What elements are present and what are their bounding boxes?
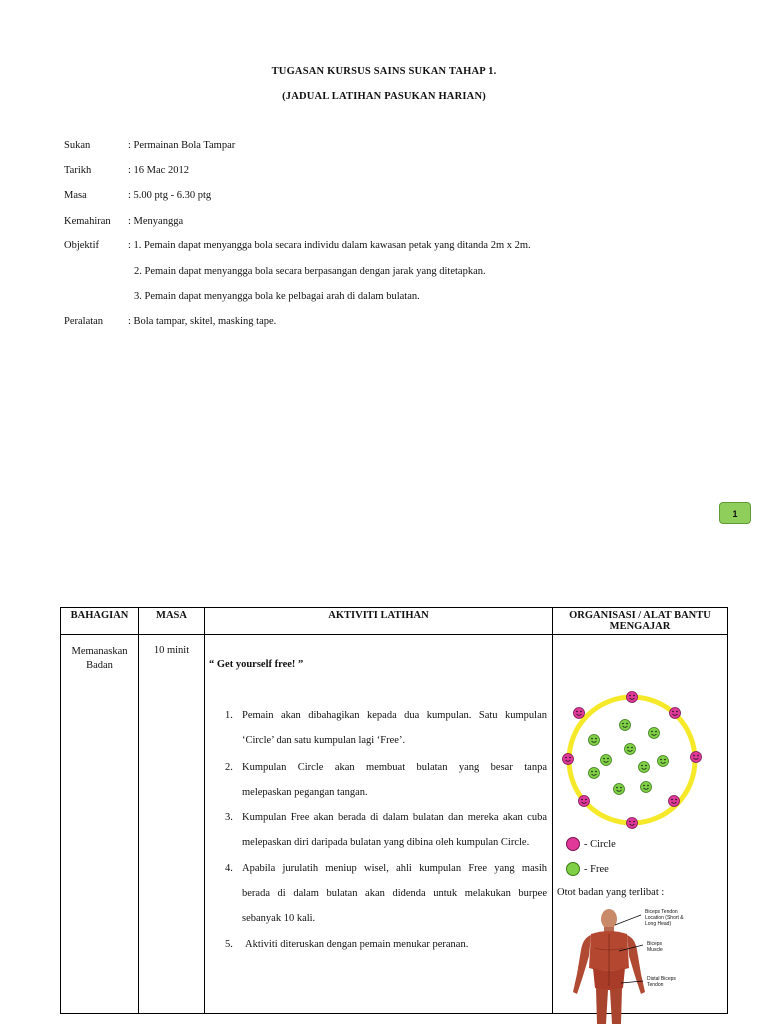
free-player-icon	[620, 720, 631, 731]
circle-formation-diagram	[558, 687, 708, 837]
step-line: Apabila jurulatih meniup wisel, ahli kumpulan Free yang masih	[242, 863, 547, 874]
peralatan-value: : Bola tampar, skitel, masking tape.	[128, 316, 277, 327]
page-subtitle: (JADUAL LATIHAN PASUKAN HARIAN)	[282, 91, 486, 102]
step-line: ‘Circle’ dan satu kumpulan lagi ‘Free’.	[242, 735, 406, 746]
kemahiran-label: Kemahiran	[64, 216, 111, 227]
header-aktiviti: AKTIVITI LATIHAN	[205, 608, 553, 635]
step-line: melepaskan diri daripada bulatan yang dibina oleh kumpulan Circle.	[242, 837, 530, 848]
table-row	[61, 635, 728, 1014]
masa-label: Masa	[64, 190, 87, 201]
legend-free-label: - Free	[584, 863, 609, 875]
free-player-icon	[649, 728, 660, 739]
legend-free	[566, 862, 609, 876]
training-table	[60, 607, 728, 1014]
smiley-green-icon	[566, 862, 580, 876]
step-number: 2.	[225, 762, 233, 773]
free-player-icon	[614, 784, 625, 795]
step-number: 5.	[225, 939, 233, 950]
circle-player-icon	[627, 818, 638, 829]
circle-player-icon	[627, 692, 638, 703]
organisasi-content	[553, 635, 727, 1013]
free-player-icon	[589, 768, 600, 779]
header-organisasi: ORGANISASI / ALAT BANTU MENGAJAR	[553, 608, 728, 635]
table-header-row	[61, 608, 728, 635]
free-player-icon	[625, 744, 636, 755]
activity-title: “ Get yourself free! ”	[209, 659, 304, 670]
step-number: 4.	[225, 863, 233, 874]
objektif-item-2: 2. Pemain dapat menyangga bola secara berpasangan dengan jarak yang ditetapkan.	[134, 266, 486, 277]
kemahiran-value: : Menyangga	[128, 216, 184, 227]
circle-player-icon	[579, 796, 590, 807]
cell-aktiviti	[205, 635, 553, 1014]
muscle-label-distal-tendon: Distal Biceps Tendon	[647, 976, 676, 988]
step-line: Kumpulan Circle akan membuat bulatan yang besar tanpa	[242, 762, 547, 773]
sukan-label: Sukan	[64, 140, 91, 151]
legend-circle	[566, 837, 616, 851]
tarikh-label: Tarikh	[64, 165, 92, 176]
cell-organisasi	[553, 635, 728, 1014]
aktiviti-content	[205, 635, 552, 1013]
circle-player-icon	[563, 754, 574, 765]
free-player-icon	[589, 735, 600, 746]
legend-circle-label: - Circle	[584, 838, 616, 850]
header-masa: MASA	[139, 608, 205, 635]
step-number: 1.	[225, 710, 233, 721]
circle-player-icon	[670, 708, 681, 719]
sukan-value: : Permainan Bola Tampar	[128, 140, 236, 151]
objektif-item-3: 3. Pemain dapat menyangga bola ke pelbagai arah di dalam bulatan.	[134, 291, 420, 302]
muscle-label-biceps-tendon: Biceps Tendon Location (Short & Long Head)	[645, 909, 684, 927]
free-player-icon	[601, 755, 612, 766]
step-line: berada di dalam bulatan akan didenda untuk melakukan burpee	[242, 888, 547, 899]
masa-text: 10 minit	[153, 645, 190, 656]
page-number-badge: 1	[719, 502, 751, 524]
step-line: Aktiviti diteruskan dengan pemain menukar peranan.	[245, 939, 469, 950]
step-line: Pemain akan dibahagikan kepada dua kumpulan. Satu kumpulan	[242, 710, 547, 721]
cell-masa	[139, 635, 205, 1014]
objektif-item-1: : 1. Pemain dapat menyangga bola secara individu dalam kawasan petak yang ditanda 2m x 2m.	[128, 240, 531, 251]
masa-value: : 5.00 ptg - 6.30 ptg	[128, 190, 212, 201]
step-line: melepaskan pegangan tangan.	[242, 787, 368, 798]
muscles-title: Otot badan yang terlibat :	[557, 887, 665, 898]
peralatan-label: Peralatan	[64, 316, 104, 327]
muscle-label-biceps-muscle: Biceps Muscle	[647, 941, 663, 953]
circle-group-players	[563, 692, 702, 829]
step-number: 3.	[225, 812, 233, 823]
circle-player-icon	[691, 752, 702, 763]
free-player-icon	[658, 756, 669, 767]
circle-player-icon	[574, 708, 585, 719]
header-bahagian: BAHAGIAN	[61, 608, 139, 635]
bahagian-text: Memanaskan Badan	[71, 646, 128, 671]
page-title: TUGASAN KURSUS SAINS SUKAN TAHAP 1.	[271, 66, 497, 77]
free-player-icon	[639, 762, 650, 773]
circle-player-icon	[669, 796, 680, 807]
free-group-players	[589, 720, 669, 795]
tarikh-value: : 16 Mac 2012	[128, 165, 189, 176]
objektif-label: Objektif	[64, 240, 99, 251]
step-line: sebanyak 10 kali.	[242, 913, 316, 924]
free-player-icon	[641, 782, 652, 793]
smiley-pink-icon	[566, 837, 580, 851]
cell-bahagian	[61, 635, 139, 1014]
step-line: Kumpulan Free akan berada di dalam bulatan dan mereka akan cuba	[242, 812, 547, 823]
